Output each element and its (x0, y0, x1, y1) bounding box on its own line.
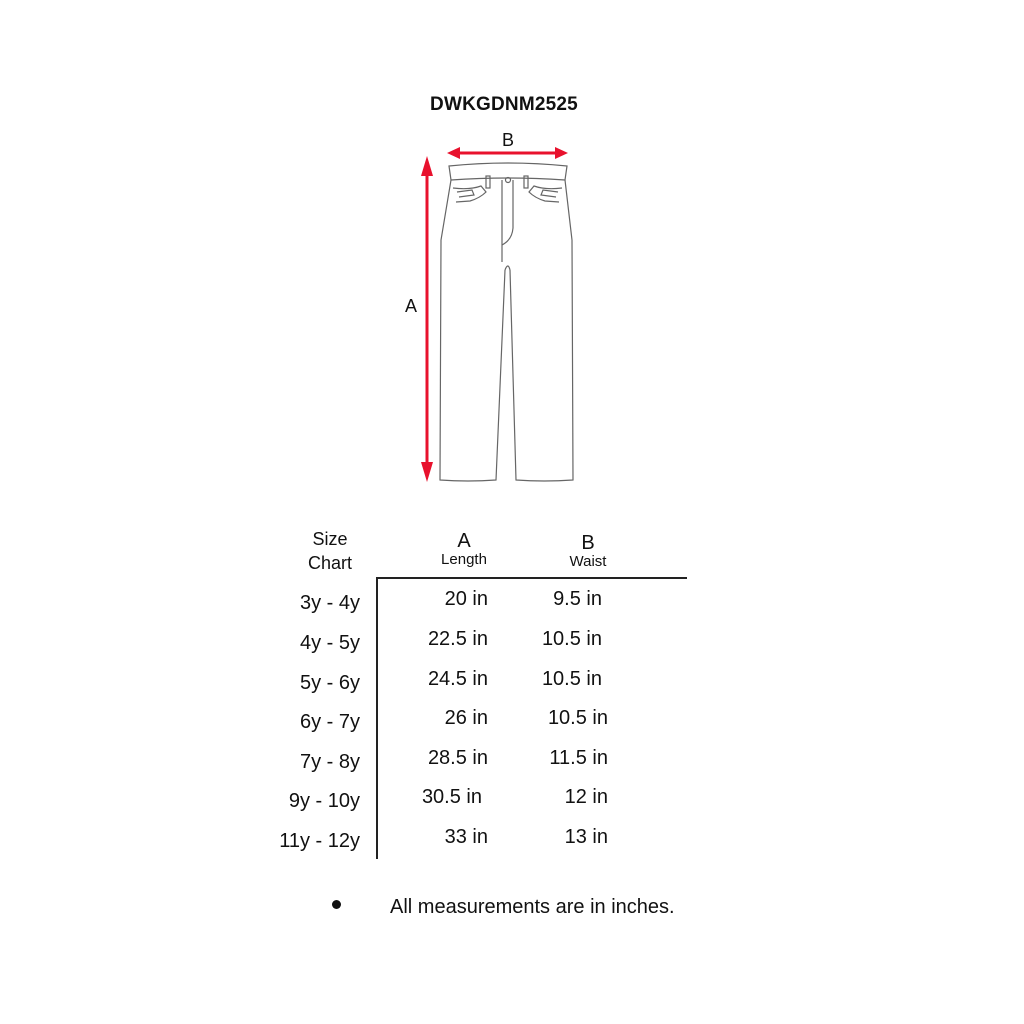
row-length: 26 in (444, 707, 488, 729)
row-length: 24.5 in (427, 668, 488, 690)
column-name-waist: Waist (569, 553, 607, 570)
row-length: 22.5 in (427, 628, 488, 650)
column-letter-a: A (457, 530, 471, 552)
pants-outline-icon (440, 163, 573, 481)
column-header-waist (548, 533, 628, 571)
note-text: All measurements are in inches. (390, 896, 675, 918)
length-label-a: A (405, 296, 418, 316)
table-row (0, 824, 1024, 864)
row-size: 3y - 4y (299, 592, 360, 614)
size-header-line2: Chart (307, 553, 352, 573)
row-size: 6y - 7y (299, 711, 360, 733)
row-waist: 12 in (564, 786, 608, 808)
waist-label-b: B (502, 130, 515, 150)
table-row (0, 666, 1024, 706)
table-header-divider (376, 577, 687, 579)
row-size: 7y - 8y (299, 751, 360, 773)
row-waist: 10.5 in (547, 707, 608, 729)
bullet-icon (332, 900, 341, 909)
size-chart-header (296, 527, 364, 575)
table-row (0, 784, 1024, 824)
table-row (0, 745, 1024, 785)
row-length: 20 in (444, 588, 488, 610)
row-size: 4y - 5y (299, 632, 360, 654)
row-waist: 10.5 in (541, 668, 602, 690)
row-length: 28.5 in (427, 747, 488, 769)
column-header-length (424, 531, 504, 569)
size-header-line1: Size (312, 529, 348, 549)
row-waist: 10.5 in (541, 628, 602, 650)
column-name-length: Length (441, 551, 487, 568)
product-code-title: DWKGDNM2525 (430, 94, 578, 115)
row-waist: 11.5 in (549, 747, 608, 769)
row-size: 5y - 6y (299, 672, 360, 694)
row-waist: 13 in (564, 826, 608, 848)
row-length: 33 in (444, 826, 488, 848)
table-row (0, 586, 1024, 626)
table-row (0, 626, 1024, 666)
table-row (0, 705, 1024, 745)
row-size: 9y - 10y (288, 790, 360, 812)
length-arrow-icon (421, 156, 433, 482)
row-length: 30.5 in (421, 786, 482, 808)
row-size: 11y - 12y (279, 830, 360, 852)
column-letter-b: B (581, 532, 595, 554)
row-waist: 9.5 in (553, 588, 602, 610)
